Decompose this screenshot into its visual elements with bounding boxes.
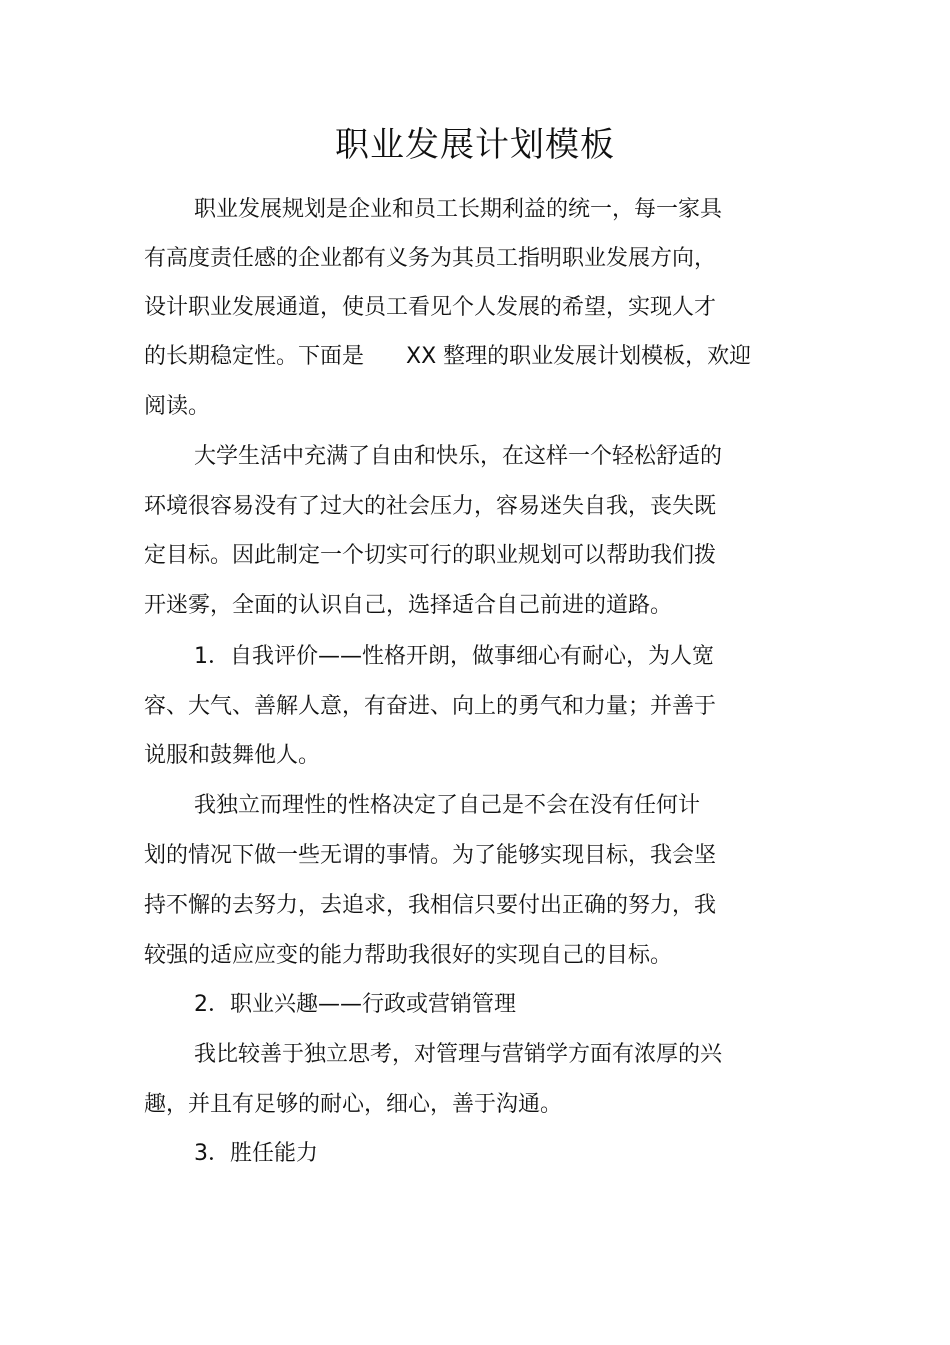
paragraph-line bbox=[144, 342, 751, 372]
paragraph-line: 持不懈的去努力，去追求，我相信只要付出正确的努力，我 bbox=[144, 893, 717, 918]
paragraph-line: 趣，并且有足够的耐心，细心，善于沟通。 bbox=[144, 1092, 563, 1117]
paragraph-line: 阅读。 bbox=[144, 394, 211, 419]
paragraph-line: 大学生活中充满了自由和快乐，在这样一个轻松舒适的 bbox=[194, 444, 723, 469]
paragraph-line: 1．自我评价——性格开朗，做事细心有耐心，为人宽 bbox=[194, 644, 714, 669]
paragraph-line: 我独立而理性的性格决定了自己是不会在没有任何计 bbox=[194, 793, 701, 818]
paragraph-segment: XX 整理的职业发展计划模板，欢迎 bbox=[406, 344, 752, 369]
paragraph-line: 说服和鼓舞他人。 bbox=[144, 743, 321, 768]
paragraph-line: 有高度责任感的企业都有义务为其员工指明职业发展方向， bbox=[144, 246, 717, 271]
paragraph-segment: 的长期稳定性。下面是 bbox=[144, 344, 365, 369]
paragraph-line: 我比较善于独立思考，对管理与营销学方面有浓厚的兴 bbox=[194, 1042, 723, 1067]
section-heading: 3．胜任能力 bbox=[194, 1141, 318, 1166]
paragraph-line: 环境很容易没有了过大的社会压力，容易迷失自我，丧失既 bbox=[144, 494, 717, 519]
paragraph-line: 职业发展规划是企业和员工长期利益的统一，每一家具 bbox=[194, 197, 723, 222]
page-title: 职业发展计划模板 bbox=[335, 125, 615, 165]
paragraph-line: 定目标。因此制定一个切实可行的职业规划可以帮助我们拨 bbox=[144, 543, 717, 568]
paragraph-line: 划的情况下做一些无谓的事情。为了能够实现目标，我会坚 bbox=[144, 843, 717, 868]
paragraph-line: 容、大气、善解人意，有奋进、向上的勇气和力量；并善于 bbox=[144, 694, 717, 719]
paragraph-line: 开迷雾，全面的认识自己，选择适合自己前进的道路。 bbox=[144, 593, 673, 618]
paragraph-line: 较强的适应应变的能力帮助我很好的实现自己的目标。 bbox=[144, 943, 673, 968]
paragraph-line: 设计职业发展通道，使员工看见个人发展的希望，实现人才 bbox=[144, 295, 717, 320]
section-heading: 2．职业兴趣——行政或营销管理 bbox=[194, 992, 516, 1017]
